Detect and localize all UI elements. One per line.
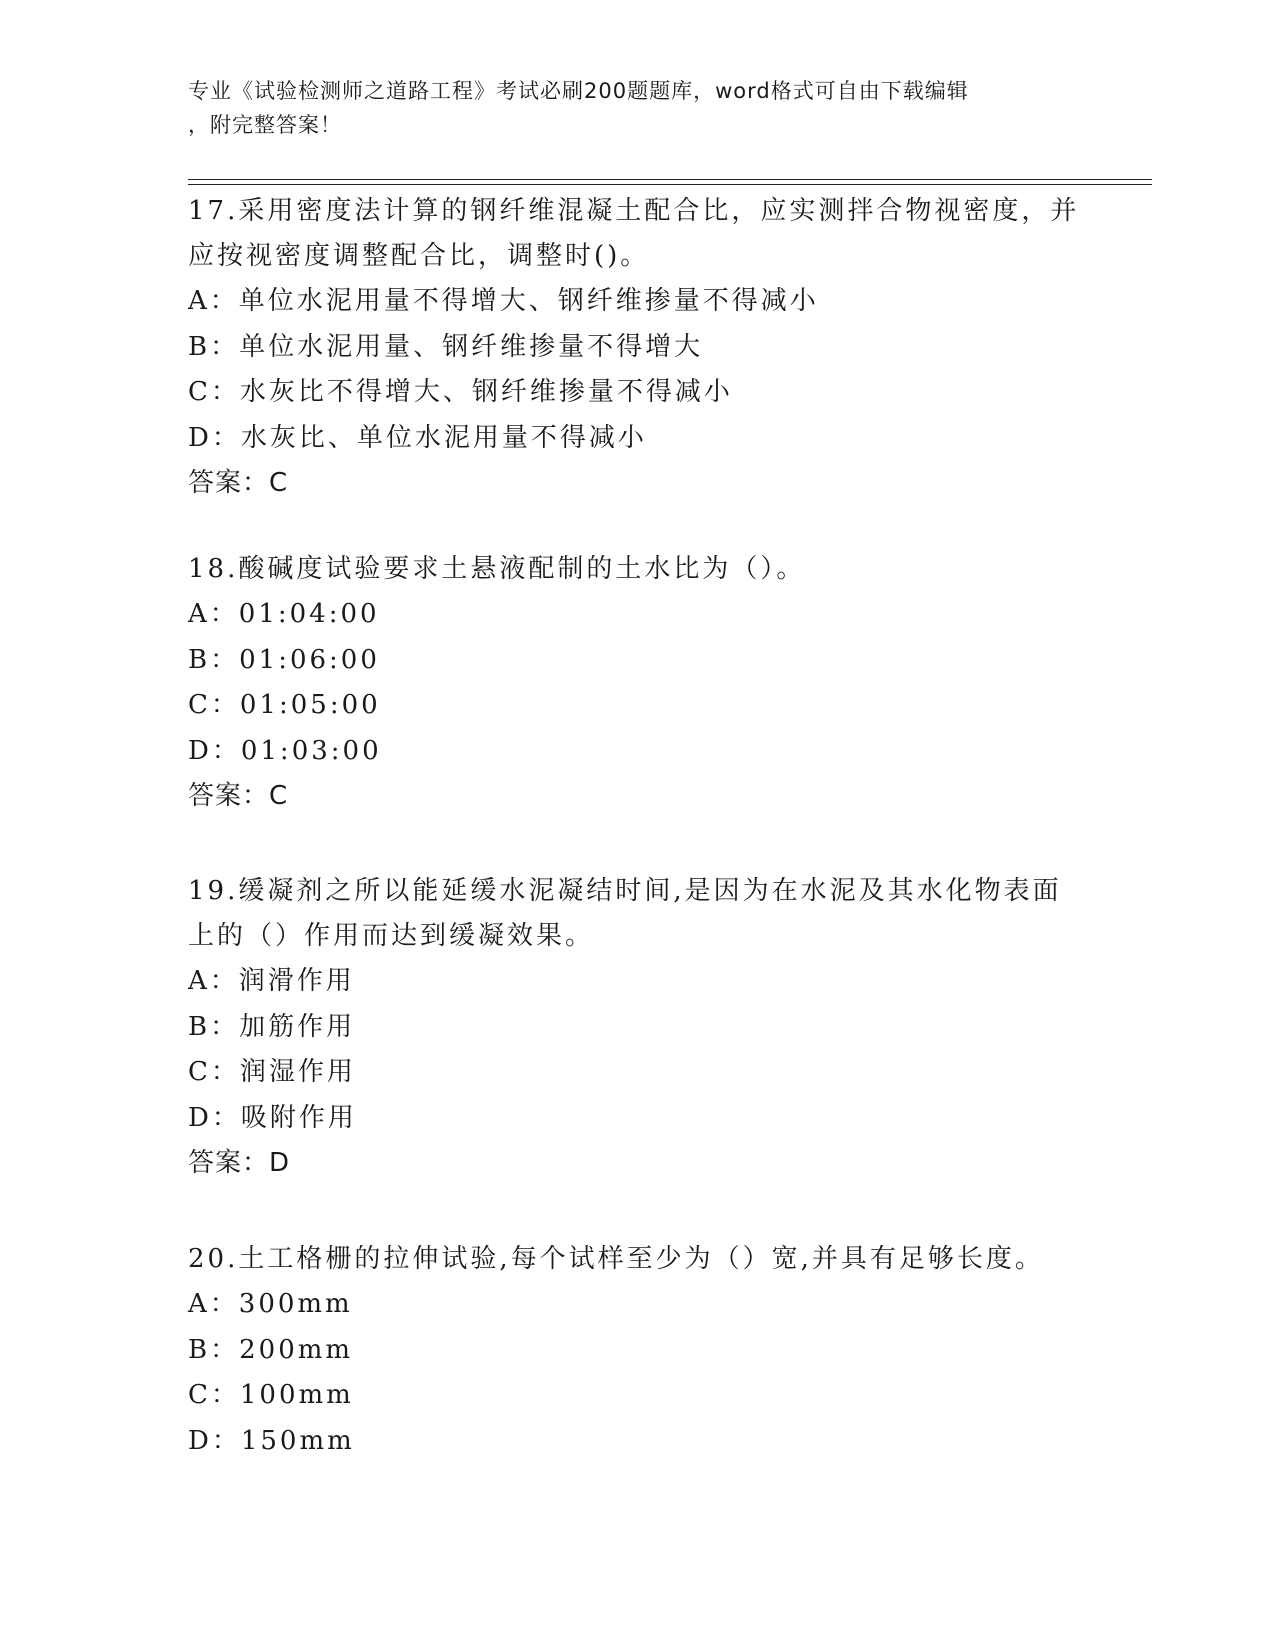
answer: 答案：C xyxy=(188,468,289,498)
question-stem-continued: 应按视密度调整配合比，调整时()。 xyxy=(188,241,650,271)
question-stem: 17.采用密度法计算的钢纤维混凝土配合比，应实测拌合物视密度，并 xyxy=(188,196,1080,226)
document-header xyxy=(188,74,1068,142)
question-20 xyxy=(188,1237,1088,1464)
option-a: A：润滑作用 xyxy=(188,966,355,996)
option-d: D：01:03:00 xyxy=(188,735,382,766)
option-a: A：300mm xyxy=(188,1289,353,1319)
option-b: B：200mm xyxy=(188,1334,354,1365)
option-a: A：单位水泥用量不得增大、钢纤维掺量不得减小 xyxy=(188,286,819,316)
question-19 xyxy=(188,869,1088,1186)
option-d: D：吸附作用 xyxy=(188,1102,357,1133)
answer: 答案：D xyxy=(188,1148,291,1178)
header-divider-top xyxy=(188,179,1152,180)
option-c: C：01:05:00 xyxy=(188,690,381,720)
option-c: C：润湿作用 xyxy=(188,1057,356,1087)
question-stem: 19.缓凝剂之所以能延缓水泥凝结时间,是因为在水泥及其水化物表面 xyxy=(188,876,1062,906)
question-17 xyxy=(188,189,1088,506)
option-c: C：水灰比不得增大、钢纤维掺量不得减小 xyxy=(188,377,733,407)
question-18 xyxy=(188,547,1088,819)
option-d: D：150mm xyxy=(188,1425,355,1456)
header-divider-bottom xyxy=(188,184,1152,185)
answer: 答案：C xyxy=(188,781,289,811)
question-stem: 18.酸碱度试验要求土悬液配制的土水比为（）。 xyxy=(188,554,806,584)
header-line-1: 专业《试验检测师之道路工程》考试必刷200题题库，word格式可自由下载编辑 xyxy=(188,79,969,103)
question-stem: 20.土工格栅的拉伸试验,每个试样至少为（）宽,并具有足够长度。 xyxy=(188,1244,1044,1274)
option-b: B：01:06:00 xyxy=(188,644,380,675)
option-b: B：单位水泥用量、钢纤维掺量不得增大 xyxy=(188,331,704,362)
option-c: C：100mm xyxy=(188,1380,354,1410)
option-b: B：加筋作用 xyxy=(188,1011,356,1042)
question-stem-continued: 上的（）作用而达到缓凝效果。 xyxy=(188,921,595,951)
header-line-2: ，附完整答案！ xyxy=(188,113,342,137)
option-d: D：水灰比、单位水泥用量不得减小 xyxy=(188,422,647,453)
option-a: A：01:04:00 xyxy=(188,599,380,629)
